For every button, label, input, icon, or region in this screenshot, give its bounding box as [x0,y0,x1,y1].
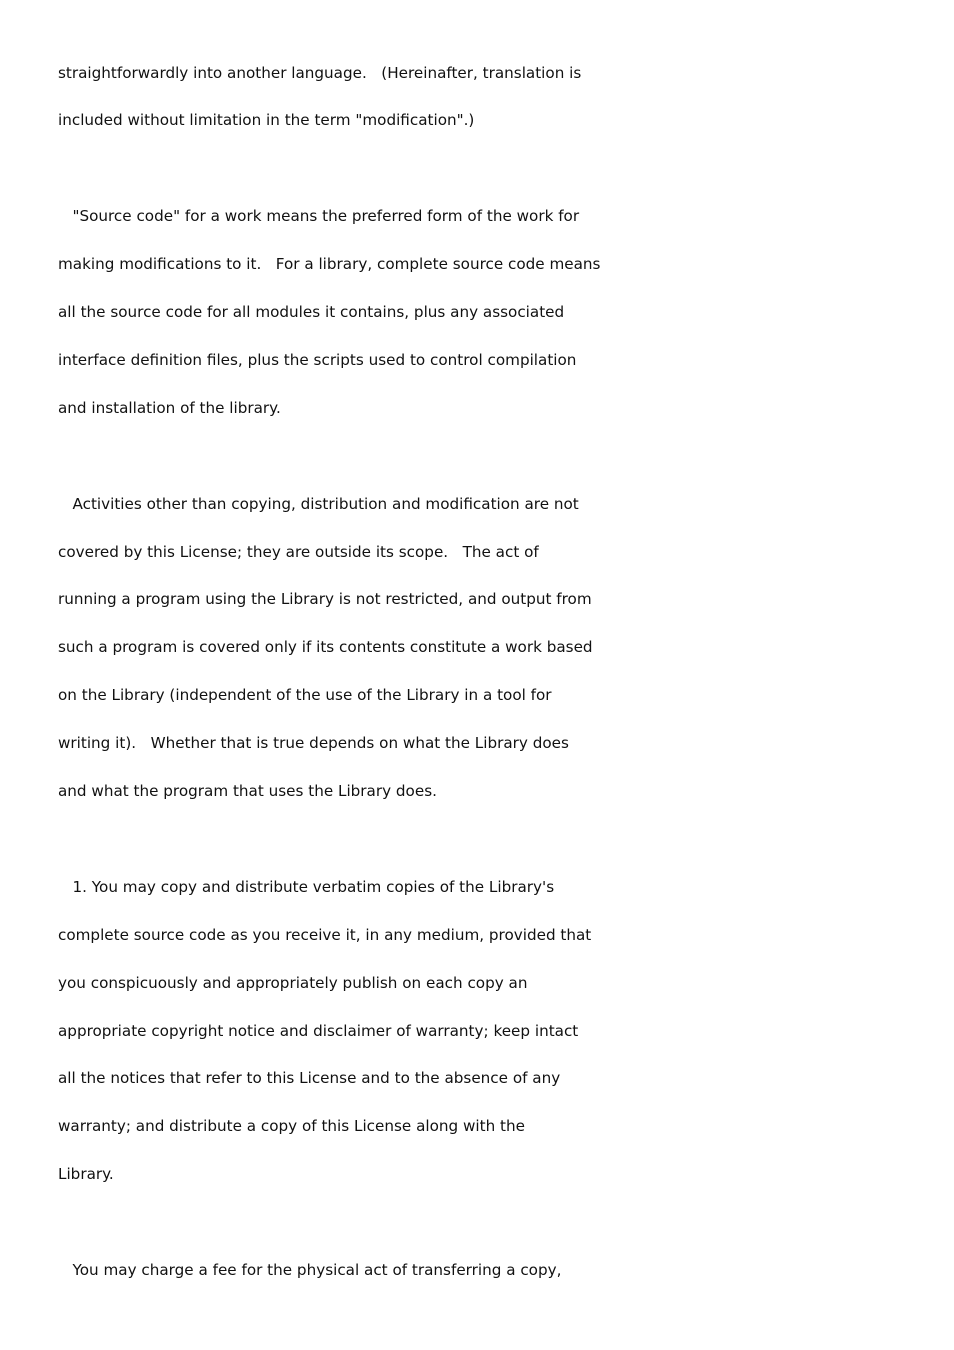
text-line: all the notices that refer to this License and to the absence of any [58,1069,561,1087]
text-line: "Source code" for a work means the preferred form of the work for [58,207,580,225]
text-line: all the source code for all modules it contains, plus any associated [58,303,565,321]
text-line: interface definition files, plus the scripts used to control compilation [58,351,577,369]
text-line: Library. [58,1165,114,1183]
text-line: and installation of the library. [58,399,281,417]
text-line: appropriate copyright notice and disclaimer of warranty; keep intact [58,1022,579,1040]
text-line: such a program is covered only if its contents constitute a work based [58,638,593,656]
text-line: writing it). Whether that is true depends on what the Library does [58,734,569,752]
text-line: warranty; and distribute a copy of this License along with the [58,1117,525,1135]
text-line: You may charge a fee for the physical act of transferring a copy, [58,1261,562,1279]
text-line: and what the program that uses the Library does. [58,782,437,800]
text-line: you conspicuously and appropriately publish on each copy an [58,974,528,992]
text-line: covered by this License; they are outside its scope. The act of [58,543,539,561]
text-line: complete source code as you receive it, in any medium, provided that [58,926,592,944]
text-line: straightforwardly into another language. (Hereinafter, translation is [58,64,582,82]
text-line: on the Library (independent of the use of the Library in a tool for [58,686,552,704]
text-line: running a program using the Library is not restricted, and output from [58,590,592,608]
text-line: included without limitation in the term "modification".) [58,111,475,129]
text-line: Activities other than copying, distribution and modification are not [58,495,579,513]
text-line: 1. You may copy and distribute verbatim copies of the Library's [58,878,555,896]
text-line: making modifications to it. For a library, complete source code means [58,255,601,273]
